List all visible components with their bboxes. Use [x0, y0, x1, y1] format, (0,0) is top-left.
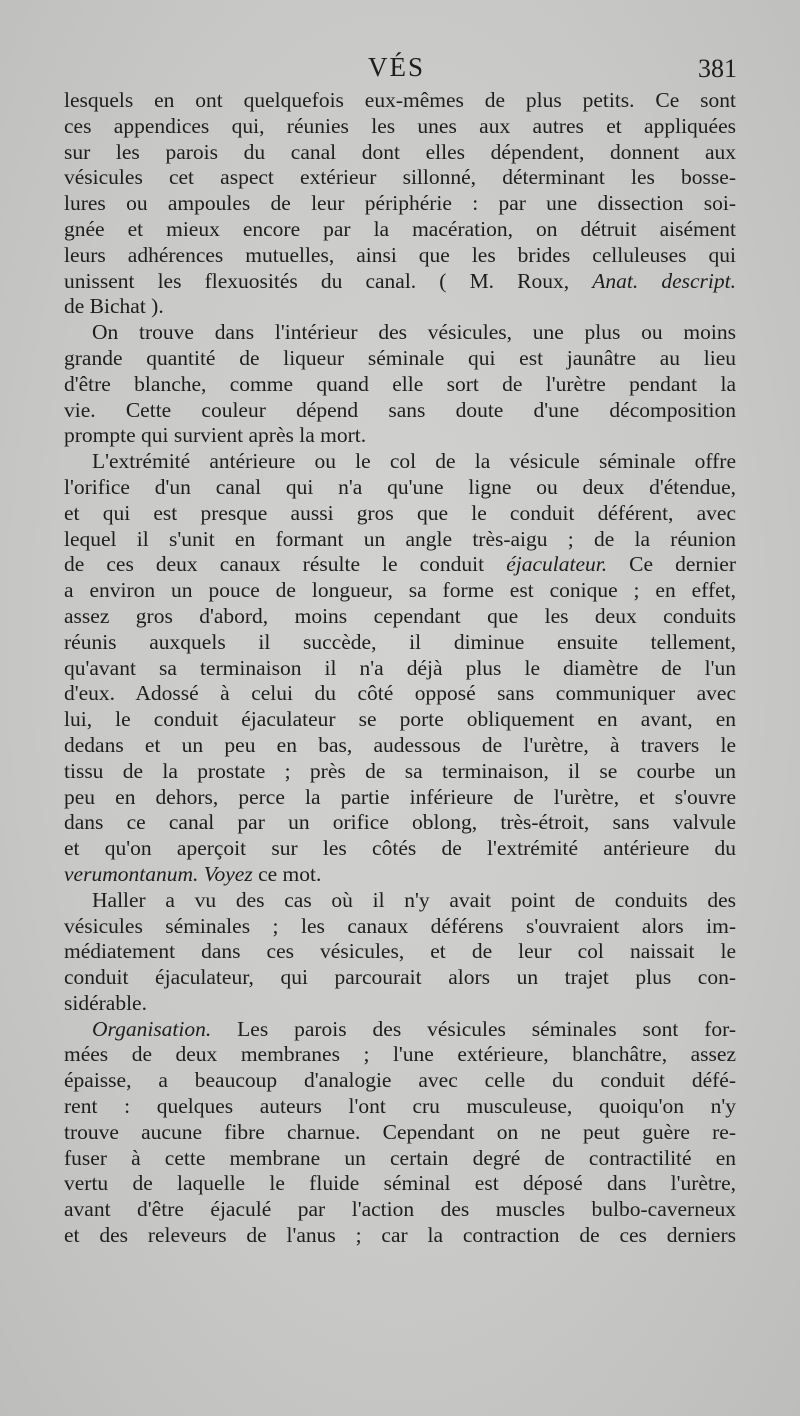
text-line: médiatement dans ces vésicules, et de leur col naissait le	[64, 939, 736, 964]
text-line: rent : quelques auteurs l'ont cru musculeuse, quoiqu'on n'y	[64, 1094, 736, 1119]
text-line: L'extrémité antérieure ou le col de la vésicule séminale offre	[92, 449, 736, 474]
italic-term: verumontanum.	[64, 861, 199, 886]
text-line: d'être blanche, comme quand elle sort de l'urètre pendant la	[64, 371, 736, 396]
text-line: qu'avant sa terminaison il n'a déjà plus le diamètre de l'un	[64, 655, 736, 680]
text-line: et qu'on aperçoit sur les côtés de l'extrémité antérieure du	[64, 836, 736, 861]
text-line: sur les parois du canal dont elles dépendent, donnent aux	[64, 139, 736, 164]
text-line: l'orifice d'un canal qui n'a qu'une ligne ou deux d'étendue,	[64, 474, 736, 499]
text-line: dedans et un peu en bas, audessous de l'urètre, à travers le	[64, 732, 736, 757]
text-line: sidérable.	[64, 990, 147, 1015]
text-line-with-heading	[64, 1017, 736, 1043]
italic-term: Voyez	[203, 861, 253, 886]
text-line: fuser à cette membrane un certain degré de contractilité en	[64, 1145, 736, 1170]
text-segment: Ce dernier	[607, 552, 736, 577]
text-line: vie. Cette couleur dépend sans doute d'une décomposition	[64, 397, 736, 422]
text-line: gnée et mieux encore par la macération, on détruit aisément	[64, 216, 736, 241]
text-line: grande quantité de liqueur séminale qui est jaunâtre au lieu	[64, 345, 736, 370]
text-line: et qui est presque aussi gros que le conduit déférent, avec	[64, 500, 736, 525]
text-line: assez gros d'abord, moins cependant que les deux conduits	[64, 603, 736, 628]
text-line: Haller a vu des cas où il n'y avait point de conduits des	[92, 887, 736, 912]
italic-term: éjaculateur.	[506, 552, 608, 577]
running-header	[0, 46, 800, 86]
text-line: prompte qui survient après la mort.	[64, 423, 367, 448]
text-segment: unissent les flexuosités du canal. ( M. Roux,	[64, 268, 593, 293]
text-segment: de ces deux canaux résulte le conduit	[64, 552, 507, 577]
text-line: vésicules séminales ; les canaux déférens s'ouvraient alors im-	[64, 913, 736, 938]
text-line: dans ce canal par un orifice oblong, très-étroit, sans valvule	[64, 810, 736, 835]
page-number: 381	[698, 54, 737, 83]
text-line: avant d'être éjaculé par l'action des muscles bulbo-caverneux	[64, 1197, 736, 1222]
text-line: et des releveurs de l'anus ; car la contraction de ces derniers	[64, 1223, 736, 1248]
text-segment: ce mot.	[252, 861, 322, 886]
text-line: vertu de laquelle le fluide séminal est déposé dans l'urètre,	[64, 1171, 736, 1196]
text-line: mées de deux membranes ; l'une extérieure, blanchâtre, assez	[64, 1042, 736, 1067]
text-line: lesquels en ont quelquefois eux-mêmes de plus petits. Ce sont	[64, 88, 736, 112]
text-line: lures ou ampoules de leur périphérie : par une dissection soi-	[64, 191, 736, 216]
text-segment: Les parois des vésicules séminales sont for-	[211, 1016, 736, 1041]
text-line-with-reference	[64, 269, 736, 295]
text-line-with-term	[64, 862, 736, 888]
text-line: lui, le conduit éjaculateur se porte obliquement en avant, en	[64, 707, 736, 732]
text-line: vésicules cet aspect extérieur sillonné, déterminant les bosse-	[64, 165, 736, 190]
text-line: leurs adhérences mutuelles, ainsi que les brides celluleuses qui	[64, 242, 736, 267]
text-line-with-term	[64, 552, 736, 578]
text-line: ces appendices qui, réunies les unes aux autres et appliquées	[64, 113, 736, 138]
text-line: a environ un pouce de longueur, sa forme est conique ; en effet,	[64, 578, 736, 603]
text-line: trouve aucune fibre charnue. Cependant on ne peut guère re-	[64, 1119, 736, 1144]
text-line: tissu de la prostate ; près de sa terminaison, il se courbe un	[64, 758, 736, 783]
header-title: VÉS	[368, 52, 426, 82]
text-line: conduit éjaculateur, qui parcourait alors un trajet plus con-	[64, 965, 736, 990]
body-text	[64, 88, 736, 1249]
text-line: On trouve dans l'intérieur des vésicules, une plus ou moins	[92, 320, 736, 345]
section-heading: Organisation.	[92, 1016, 212, 1041]
text-line: peu en dehors, perce la partie inférieure de l'urètre, et s'ouvre	[64, 784, 736, 809]
text-line: de Bichat ).	[64, 294, 164, 319]
reference-title: Anat. descript.	[592, 268, 736, 293]
text-line: d'eux. Adossé à celui du côté opposé sans communiquer avec	[64, 681, 736, 706]
text-line: réunis auxquels il succède, il diminue ensuite tellement,	[64, 629, 736, 654]
text-line: épaisse, a beaucoup d'analogie avec celle du conduit défé-	[64, 1068, 736, 1093]
text-line: lequel il s'unit en formant un angle très-aigu ; de la réunion	[64, 526, 736, 551]
